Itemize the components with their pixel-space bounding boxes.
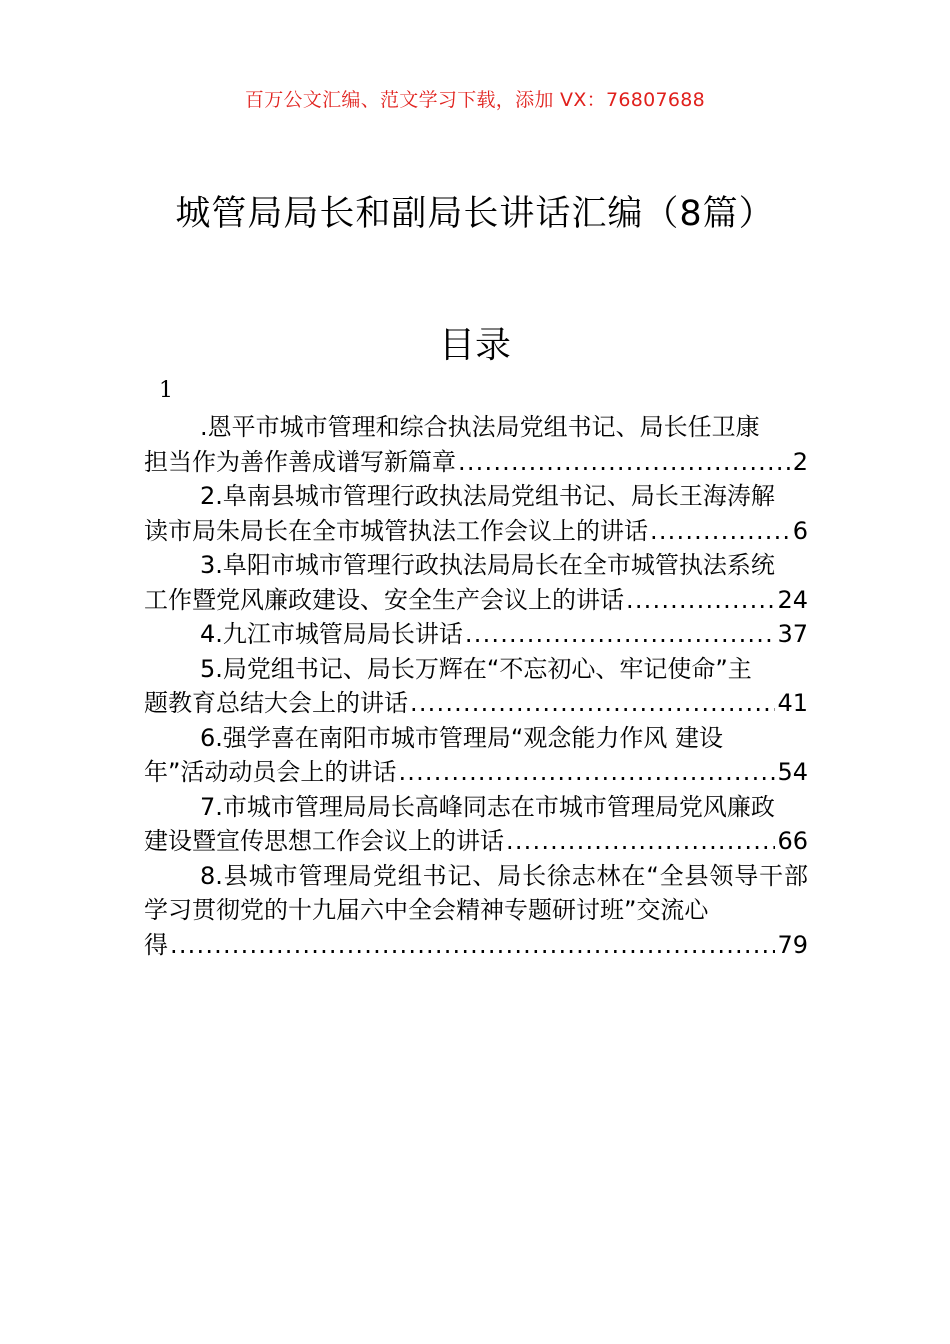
toc-entry-text: 年”活动动员会上的讲话 (144, 758, 397, 786)
toc-entry-text: 6.强学喜在南阳市城市管理局“观念能力作风 建设 (200, 723, 723, 752)
table-of-contents (144, 410, 808, 962)
toc-entry-1[interactable] (144, 410, 808, 479)
toc-entry-text: .恩平市城市管理和综合执法局党组书记、局长任卫康 (200, 413, 760, 441)
toc-leader-dots (465, 617, 776, 652)
toc-entry-text: 题教育总结大会上的讲话 (144, 689, 408, 717)
toc-entry-8[interactable] (144, 859, 808, 963)
toc-marker: 1 (159, 378, 173, 403)
toc-leader-dots (626, 583, 775, 618)
toc-entry-text: 8.县城市管理局党组书记、局长徐志林在“全县领导干部学习贯彻党的十九届六中全会精神专题研讨班”交流心 (144, 861, 808, 924)
toc-entry-6[interactable] (144, 721, 808, 790)
toc-entry-text: 读市局朱局长在全市城管执法工作会议上的讲话 (144, 516, 648, 545)
toc-entry-text: 5.局党组书记、局长万辉在“不忘初心、牢记使命”主 (200, 654, 752, 683)
toc-page-number: 24 (777, 585, 808, 614)
toc-page-number: 54 (777, 758, 808, 786)
toc-page-number: 66 (777, 827, 808, 855)
toc-page-number: 41 (777, 689, 808, 717)
header-note: 百万公文汇编、范文学习下载，添加 VX：76807688 (244, 89, 706, 111)
toc-entry-3[interactable] (144, 548, 808, 617)
toc-leader-dots (506, 824, 775, 859)
toc-entry-2[interactable] (144, 479, 808, 548)
toc-entry-text: 3.阜阳市城市管理行政执法局局长在全市城管执法系统 (200, 551, 775, 579)
toc-heading: 目录 (438, 325, 511, 366)
toc-entry-7[interactable] (144, 790, 808, 859)
toc-leader-dots (170, 928, 775, 963)
toc-leader-dots (398, 755, 775, 790)
toc-leader-dots (458, 445, 791, 480)
toc-entry-text: 得 (144, 930, 168, 959)
toc-entry-4[interactable] (144, 617, 808, 652)
toc-page-number: 37 (777, 620, 808, 648)
toc-entry-text: 2.阜南县城市管理行政执法局党组书记、局长王海涛解 (200, 482, 775, 510)
toc-page-number: 2 (792, 447, 808, 476)
toc-leader-dots (650, 514, 791, 549)
toc-entry-text: 工作暨党风廉政建设、安全生产会议上的讲话 (144, 585, 624, 614)
toc-entry-text: 担当作为善作善成谱写新篇章 (144, 447, 456, 476)
toc-entry-text: 建设暨宣传思想工作会议上的讲话 (144, 827, 504, 855)
toc-entry-text: 4.九江市城管局局长讲话 (200, 620, 463, 648)
document-title: 城管局局长和副局长讲话汇编（8篇） (175, 194, 775, 234)
toc-page-number: 79 (777, 930, 808, 959)
toc-leader-dots (410, 686, 775, 721)
toc-page-number: 6 (792, 516, 808, 545)
toc-entry-text: 7.市城市管理局局长高峰同志在市城市管理局党风廉政 (200, 792, 775, 821)
toc-entry-5[interactable] (144, 652, 808, 721)
